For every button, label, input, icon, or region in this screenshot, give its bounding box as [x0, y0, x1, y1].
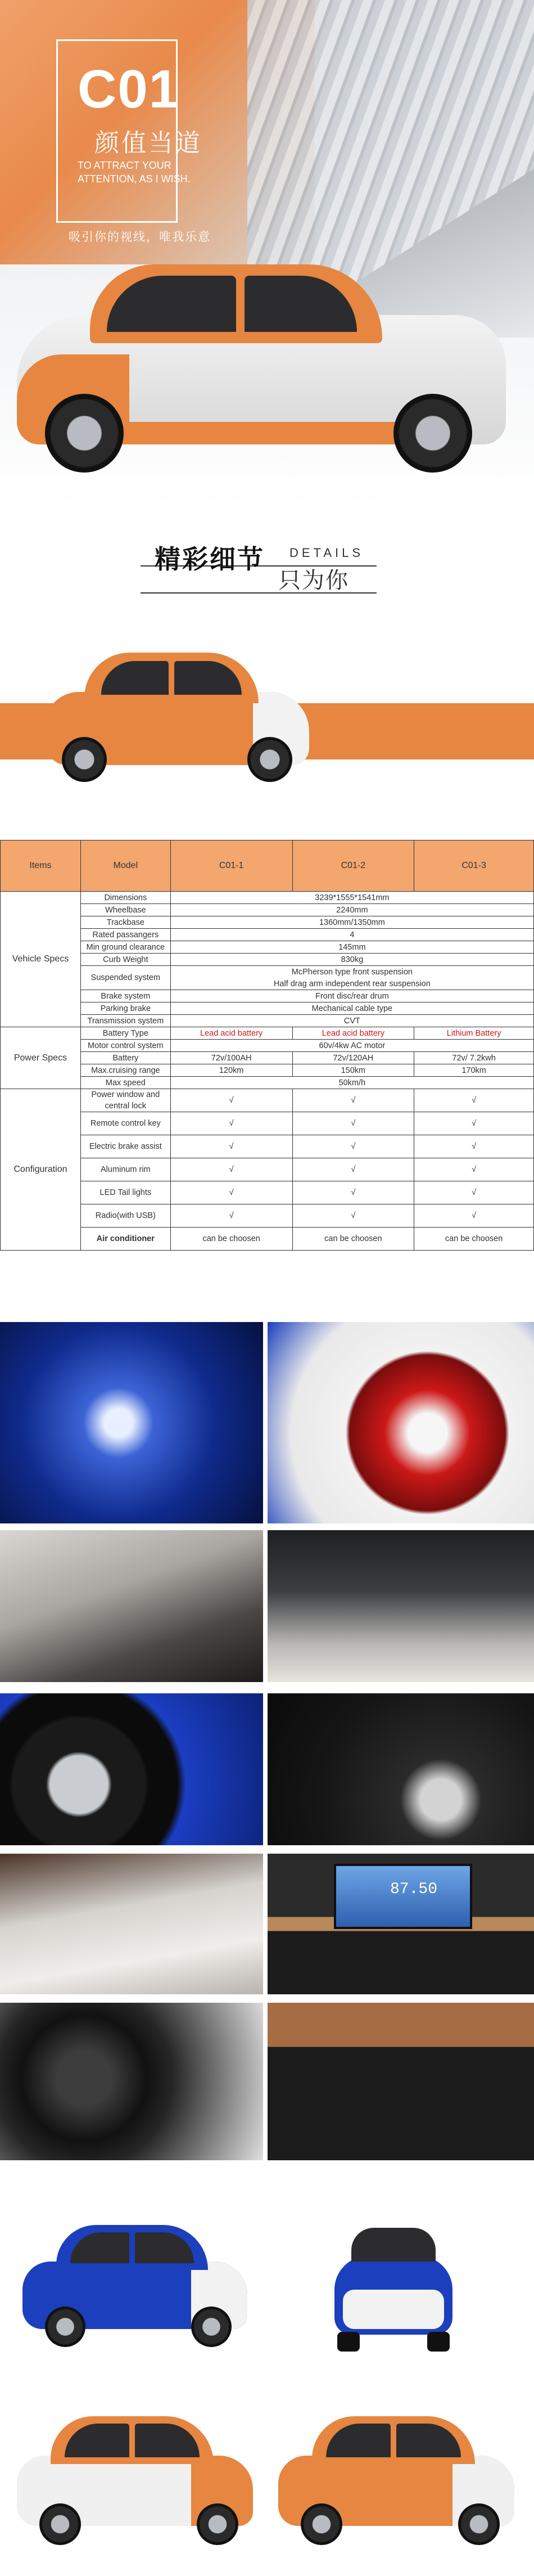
- row-value: 2240mm: [170, 904, 533, 916]
- hero-tagline-cn: 吸引你的视线，唯我乐意: [69, 231, 211, 244]
- aircon-c2: can be choosen: [292, 1228, 414, 1251]
- orange-car-image-2: [278, 2413, 514, 2548]
- details-title-cn: 精彩细节: [155, 545, 265, 574]
- power-specs-group: Power Specs: [1, 1027, 81, 1089]
- details-title-en: DETAILS: [289, 546, 364, 560]
- blue-car-side-image: [22, 2222, 247, 2352]
- row-label: Aluminum rim: [80, 1158, 170, 1181]
- row-label: Electric brake assist: [80, 1135, 170, 1158]
- check-mark: √: [170, 1089, 292, 1112]
- headlight-photo: [0, 1322, 263, 1523]
- table-row: [1, 1015, 534, 1027]
- row-label: Max speed: [80, 1077, 170, 1089]
- table-row: [1, 954, 534, 966]
- check-mark: √: [170, 1181, 292, 1204]
- row-label: Suspended system: [80, 966, 170, 990]
- check-mark: √: [414, 1089, 534, 1112]
- row-value: 50km/h: [170, 1077, 533, 1089]
- table-row: [1, 1112, 534, 1135]
- header-c01-1: C01-1: [170, 840, 292, 892]
- hero-subtitle: 颜值当道: [94, 129, 202, 157]
- header-c01-3: C01-3: [414, 840, 534, 892]
- row-label: Battery Type: [80, 1027, 170, 1040]
- row-label: Transmission system: [80, 1015, 170, 1027]
- row-value: Mechanical cable type: [170, 1002, 533, 1015]
- table-row: [1, 929, 534, 941]
- check-mark: √: [414, 1158, 534, 1181]
- battery-c3: 72v/ 7.2kwh: [414, 1052, 534, 1064]
- check-mark: √: [292, 1158, 414, 1181]
- row-label: Battery: [80, 1052, 170, 1064]
- check-mark: √: [414, 1112, 534, 1135]
- check-mark: √: [414, 1204, 534, 1228]
- hero-car-image: [17, 242, 506, 489]
- hero-title: C01: [78, 59, 180, 119]
- row-label: Remote control key: [80, 1112, 170, 1135]
- config-label-line2: central lock: [105, 1102, 146, 1111]
- row-label: Trackbase: [80, 916, 170, 929]
- table-row: [1, 892, 534, 904]
- battery-type-c2: Lead acid battery: [292, 1027, 414, 1040]
- table-row: [1, 904, 534, 916]
- check-mark: √: [292, 1181, 414, 1204]
- seats-photo: [0, 1530, 263, 1682]
- taillight-photo: [268, 1322, 534, 1523]
- row-value: 830kg: [170, 954, 533, 966]
- aircon-c1: can be choosen: [170, 1228, 292, 1251]
- table-row: [1, 916, 534, 929]
- check-mark: √: [292, 1089, 414, 1112]
- row-value: 60v/4kw AC motor: [170, 1040, 533, 1052]
- check-mark: √: [170, 1112, 292, 1135]
- range-c2: 150km: [292, 1064, 414, 1077]
- details-subtitle-cn: 只为你: [278, 568, 349, 593]
- aircon-c3: can be choosen: [414, 1228, 534, 1251]
- row-value: 145mm: [170, 941, 533, 954]
- check-mark: √: [170, 1204, 292, 1228]
- check-mark: √: [414, 1135, 534, 1158]
- gear-console-photo: [268, 1693, 534, 1845]
- check-mark: √: [414, 1181, 534, 1204]
- check-mark: √: [170, 1135, 292, 1158]
- radio-frequency: 87.50: [390, 1881, 438, 1898]
- row-value: 4: [170, 929, 533, 941]
- row-value: 1360mm/1350mm: [170, 916, 533, 929]
- row-label: [80, 1089, 170, 1112]
- table-row: [1, 990, 534, 1002]
- white-car-image: [17, 2413, 253, 2548]
- row-label: Min ground clearance: [80, 941, 170, 954]
- row-label: Rated passangers: [80, 929, 170, 941]
- range-c1: 120km: [170, 1064, 292, 1077]
- row-value: 3239*1555*1541mm: [170, 892, 533, 904]
- range-c3: 170km: [414, 1064, 534, 1077]
- config-label-line1: Power window and: [91, 1090, 160, 1099]
- rear-seats-photo: [0, 1854, 263, 1994]
- row-value: Front disc/rear drum: [170, 990, 533, 1002]
- configuration-group: Configuration: [1, 1089, 81, 1251]
- row-label: LED Tail lights: [80, 1181, 170, 1204]
- table-row: [1, 1204, 534, 1228]
- row-label: Motor control system: [80, 1040, 170, 1052]
- radio-console-photo: [268, 1854, 534, 1994]
- row-label: Curb Weight: [80, 954, 170, 966]
- battery-c2: 72v/120AH: [292, 1052, 414, 1064]
- spec-table: [0, 840, 534, 1251]
- table-row: [1, 966, 534, 978]
- wheel-rim-photo: [0, 1693, 263, 1845]
- header-model: Model: [80, 840, 170, 892]
- row-label: Radio(with USB): [80, 1204, 170, 1228]
- row-label: Wheelbase: [80, 904, 170, 916]
- orange-car-image: [45, 641, 309, 788]
- vehicle-specs-group: Vehicle Specs: [1, 892, 81, 1027]
- battery-type-c3: Lithium Battery: [414, 1027, 534, 1040]
- table-row: [1, 1181, 534, 1204]
- table-row: [1, 1002, 534, 1015]
- hero-tagline-en: TO ATTRACT YOUR ATTENTION, AS I WISH.: [78, 160, 191, 185]
- table-row: [1, 1040, 534, 1052]
- spec-header-row: [1, 840, 534, 892]
- row-value-2: Half drag arm independent rear suspension: [170, 978, 533, 990]
- table-row: [1, 1158, 534, 1181]
- table-row: [1, 1135, 534, 1158]
- row-value: McPherson type front suspension: [170, 966, 533, 978]
- table-row: [1, 1052, 534, 1064]
- table-row: [1, 1077, 534, 1089]
- blue-car-front-image: [329, 2222, 458, 2352]
- check-mark: √: [292, 1135, 414, 1158]
- speaker-photo: [0, 2003, 263, 2160]
- row-label: Brake system: [80, 990, 170, 1002]
- battery-type-c1: Lead acid battery: [170, 1027, 292, 1040]
- check-mark: √: [292, 1204, 414, 1228]
- row-label: Dimensions: [80, 892, 170, 904]
- window-switch-photo: [268, 2003, 534, 2160]
- table-row: [1, 941, 534, 954]
- header-items: Items: [1, 840, 81, 892]
- dashboard-photo: [268, 1530, 534, 1682]
- hero-banner: [0, 0, 534, 506]
- table-row: [1, 1027, 534, 1040]
- check-mark: √: [170, 1158, 292, 1181]
- row-value: CVT: [170, 1015, 533, 1027]
- row-label: Air conditioner: [80, 1228, 170, 1251]
- row-label: Parking brake: [80, 1002, 170, 1015]
- table-row: [1, 1064, 534, 1077]
- table-row: [1, 1228, 534, 1251]
- check-mark: √: [292, 1112, 414, 1135]
- header-c01-2: C01-2: [292, 840, 414, 892]
- row-label: Max.cruising range: [80, 1064, 170, 1077]
- battery-c1: 72v/100AH: [170, 1052, 292, 1064]
